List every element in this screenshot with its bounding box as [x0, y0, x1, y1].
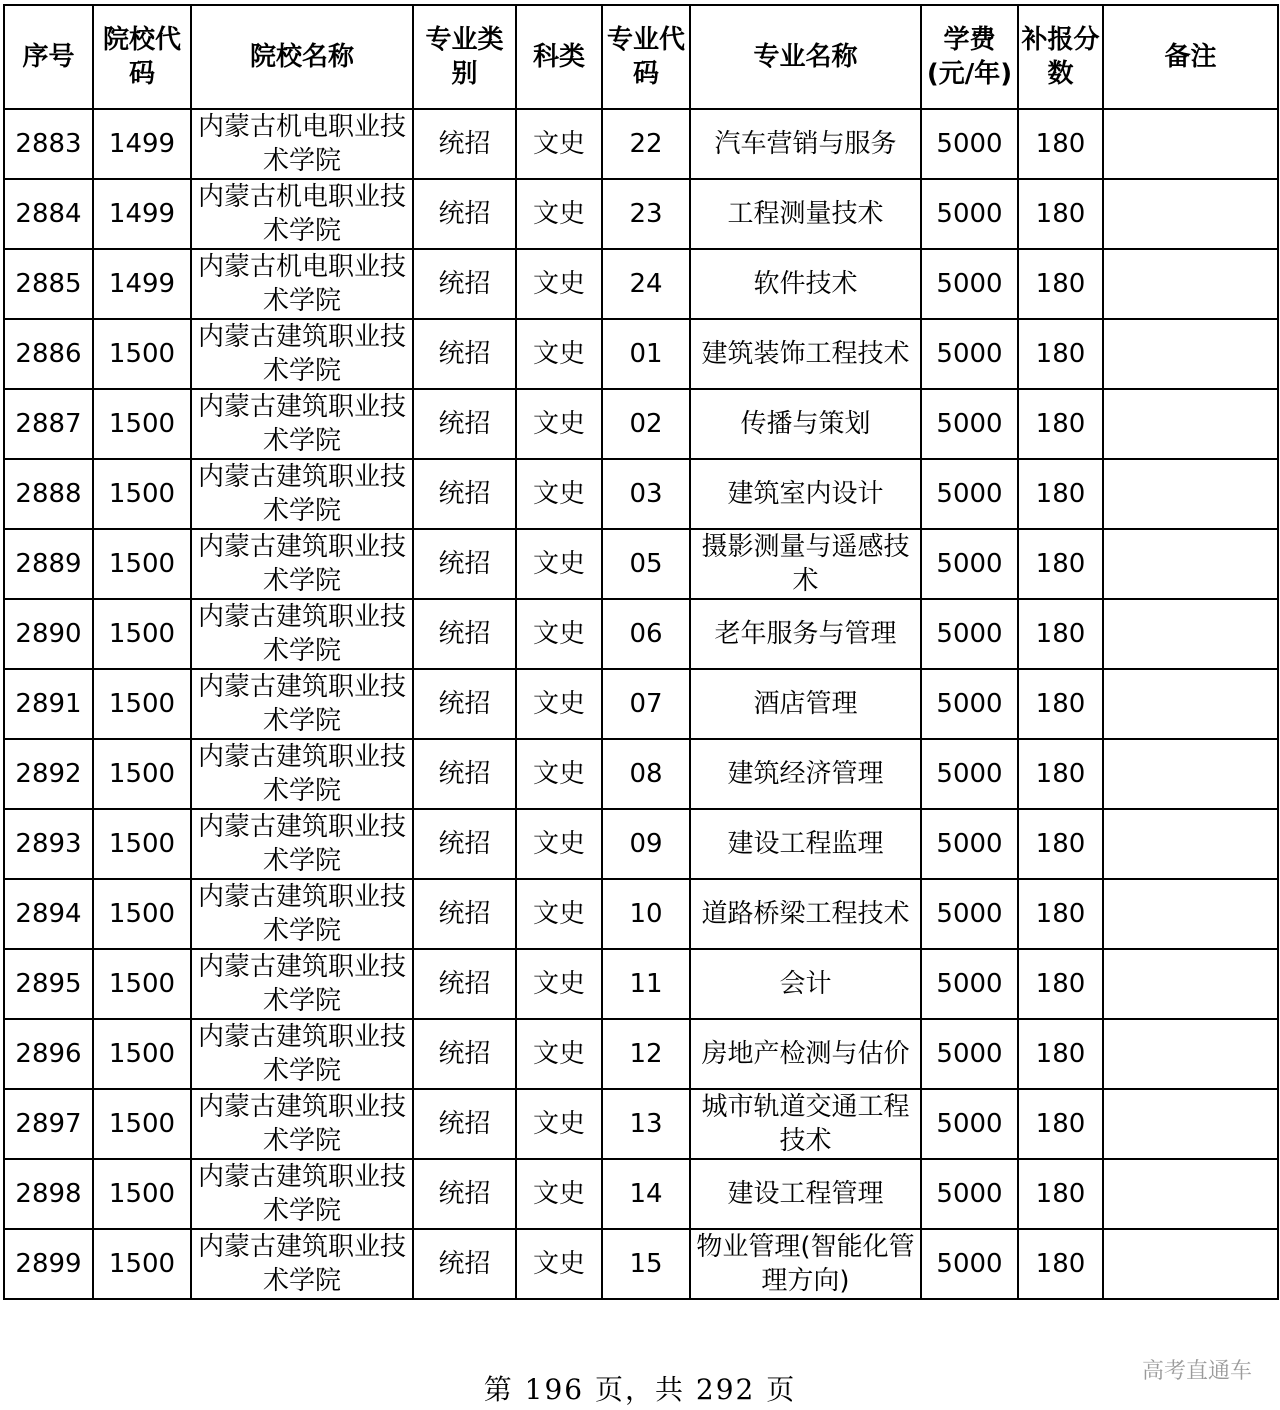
cell-fee: 5000: [921, 459, 1018, 529]
cell-major-type: 统招: [413, 179, 516, 249]
cell-major-type: 统招: [413, 109, 516, 179]
cell-school-name: 内蒙古建筑职业技术学院: [191, 319, 413, 389]
cell-note: [1103, 179, 1278, 249]
cell-major-type: 统招: [413, 669, 516, 739]
cell-note: [1103, 389, 1278, 459]
cell-major-name: 老年服务与管理: [690, 599, 921, 669]
cell-subject: 文史: [516, 1019, 602, 1089]
cell-school-name: 内蒙古建筑职业技术学院: [191, 1019, 413, 1089]
cell-major-name: 软件技术: [690, 249, 921, 319]
cell-major-type: 统招: [413, 809, 516, 879]
table-row: [4, 669, 1278, 739]
cell-major-code: 24: [602, 249, 690, 319]
cell-school-code: 1500: [93, 459, 191, 529]
cell-seq: 2892: [4, 739, 93, 809]
cell-major-name: 建设工程管理: [690, 1159, 921, 1229]
cell-major-name: 酒店管理: [690, 669, 921, 739]
cell-seq: 2894: [4, 879, 93, 949]
cell-school-name: 内蒙古建筑职业技术学院: [191, 1089, 413, 1159]
cell-major-name: 道路桥梁工程技术: [690, 879, 921, 949]
table-row: [4, 1159, 1278, 1229]
cell-major-type: 统招: [413, 389, 516, 459]
cell-score: 180: [1018, 319, 1103, 389]
cell-school-code: 1500: [93, 1089, 191, 1159]
cell-school-name: 内蒙古机电职业技术学院: [191, 249, 413, 319]
cell-note: [1103, 459, 1278, 529]
cell-major-name: 建设工程监理: [690, 809, 921, 879]
table-row: [4, 1019, 1278, 1089]
cell-major-code: 07: [602, 669, 690, 739]
cell-fee: 5000: [921, 1089, 1018, 1159]
cell-major-name: 建筑室内设计: [690, 459, 921, 529]
cell-major-code: 08: [602, 739, 690, 809]
cell-school-code: 1499: [93, 179, 191, 249]
table-row: [4, 389, 1278, 459]
cell-fee: 5000: [921, 809, 1018, 879]
cell-score: 180: [1018, 179, 1103, 249]
cell-major-type: 统招: [413, 1159, 516, 1229]
cell-seq: 2885: [4, 249, 93, 319]
watermark-text: 高考直通车: [1141, 1359, 1252, 1384]
cell-seq: 2896: [4, 1019, 93, 1089]
cell-major-code: 23: [602, 179, 690, 249]
cell-school-name: 内蒙古建筑职业技术学院: [191, 1159, 413, 1229]
cell-school-code: 1499: [93, 109, 191, 179]
cell-school-name: 内蒙古建筑职业技术学院: [191, 809, 413, 879]
cell-seq: 2886: [4, 319, 93, 389]
cell-note: [1103, 529, 1278, 599]
cell-fee: 5000: [921, 739, 1018, 809]
cell-major-type: 统招: [413, 1089, 516, 1159]
cell-seq: 2893: [4, 809, 93, 879]
cell-school-name: 内蒙古建筑职业技术学院: [191, 459, 413, 529]
cell-score: 180: [1018, 109, 1103, 179]
cell-major-type: 统招: [413, 459, 516, 529]
cell-school-code: 1500: [93, 1229, 191, 1299]
cell-school-code: 1500: [93, 529, 191, 599]
cell-subject: 文史: [516, 669, 602, 739]
cell-school-code: 1500: [93, 319, 191, 389]
cell-school-name: 内蒙古建筑职业技术学院: [191, 599, 413, 669]
cell-major-name: 房地产检测与估价: [690, 1019, 921, 1089]
cell-seq: 2899: [4, 1229, 93, 1299]
cell-subject: 文史: [516, 879, 602, 949]
cell-school-code: 1500: [93, 669, 191, 739]
cell-major-name: 汽车营销与服务: [690, 109, 921, 179]
cell-score: 180: [1018, 389, 1103, 459]
cell-major-name: 建筑装饰工程技术: [690, 319, 921, 389]
cell-major-type: 统招: [413, 879, 516, 949]
cell-major-name: 摄影测量与遥感技术: [690, 529, 921, 599]
cell-major-type: 统招: [413, 1229, 516, 1299]
cell-note: [1103, 739, 1278, 809]
cell-major-type: 统招: [413, 599, 516, 669]
header-major-type: 专业类别: [413, 5, 516, 109]
cell-major-name: 物业管理(智能化管理方向): [690, 1229, 921, 1299]
table-row: [4, 599, 1278, 669]
cell-note: [1103, 319, 1278, 389]
cell-major-code: 22: [602, 109, 690, 179]
cell-subject: 文史: [516, 809, 602, 879]
cell-note: [1103, 1019, 1278, 1089]
cell-major-code: 06: [602, 599, 690, 669]
cell-note: [1103, 809, 1278, 879]
cell-note: [1103, 109, 1278, 179]
cell-school-code: 1500: [93, 949, 191, 1019]
table-row: [4, 109, 1278, 179]
cell-school-code: 1500: [93, 389, 191, 459]
cell-major-type: 统招: [413, 249, 516, 319]
cell-major-type: 统招: [413, 529, 516, 599]
cell-major-code: 14: [602, 1159, 690, 1229]
cell-major-code: 13: [602, 1089, 690, 1159]
cell-seq: 2898: [4, 1159, 93, 1229]
cell-seq: 2889: [4, 529, 93, 599]
cell-score: 180: [1018, 529, 1103, 599]
cell-note: [1103, 1229, 1278, 1299]
cell-major-name: 会计: [690, 949, 921, 1019]
cell-score: 180: [1018, 809, 1103, 879]
cell-major-code: 02: [602, 389, 690, 459]
cell-note: [1103, 949, 1278, 1019]
cell-fee: 5000: [921, 599, 1018, 669]
header-school-code: 院校代码: [93, 5, 191, 109]
cell-school-code: 1500: [93, 1019, 191, 1089]
cell-school-code: 1499: [93, 249, 191, 319]
cell-score: 180: [1018, 1229, 1103, 1299]
cell-seq: 2883: [4, 109, 93, 179]
header-school-name: 院校名称: [191, 5, 413, 109]
cell-note: [1103, 669, 1278, 739]
cell-school-code: 1500: [93, 1159, 191, 1229]
cell-major-code: 05: [602, 529, 690, 599]
cell-note: [1103, 1159, 1278, 1229]
table-row: [4, 739, 1278, 809]
cell-score: 180: [1018, 249, 1103, 319]
table-row: [4, 179, 1278, 249]
table-body: [4, 109, 1278, 1299]
cell-fee: 5000: [921, 879, 1018, 949]
cell-fee: 5000: [921, 319, 1018, 389]
cell-school-name: 内蒙古建筑职业技术学院: [191, 879, 413, 949]
cell-school-name: 内蒙古建筑职业技术学院: [191, 949, 413, 1019]
cell-subject: 文史: [516, 319, 602, 389]
cell-fee: 5000: [921, 1159, 1018, 1229]
cell-fee: 5000: [921, 949, 1018, 1019]
cell-fee: 5000: [921, 669, 1018, 739]
cell-major-code: 11: [602, 949, 690, 1019]
header-seq: 序号: [4, 5, 93, 109]
cell-subject: 文史: [516, 179, 602, 249]
cell-major-code: 09: [602, 809, 690, 879]
cell-subject: 文史: [516, 109, 602, 179]
header-note: 备注: [1103, 5, 1278, 109]
table-row: [4, 809, 1278, 879]
cell-major-name: 工程测量技术: [690, 179, 921, 249]
cell-school-code: 1500: [93, 879, 191, 949]
cell-school-name: 内蒙古机电职业技术学院: [191, 179, 413, 249]
table-row: [4, 319, 1278, 389]
header-subject: 科类: [516, 5, 602, 109]
cell-fee: 5000: [921, 1229, 1018, 1299]
header-fee: 学费(元/年): [921, 5, 1018, 109]
cell-subject: 文史: [516, 1089, 602, 1159]
header-score: 补报分数: [1018, 5, 1103, 109]
cell-fee: 5000: [921, 109, 1018, 179]
admissions-table: [3, 4, 1279, 1300]
cell-seq: 2891: [4, 669, 93, 739]
cell-seq: 2890: [4, 599, 93, 669]
cell-seq: 2887: [4, 389, 93, 459]
cell-school-code: 1500: [93, 739, 191, 809]
cell-fee: 5000: [921, 249, 1018, 319]
cell-score: 180: [1018, 1089, 1103, 1159]
cell-major-name: 建筑经济管理: [690, 739, 921, 809]
cell-subject: 文史: [516, 459, 602, 529]
table-row: [4, 529, 1278, 599]
cell-score: 180: [1018, 739, 1103, 809]
cell-major-code: 15: [602, 1229, 690, 1299]
cell-major-type: 统招: [413, 739, 516, 809]
cell-score: 180: [1018, 879, 1103, 949]
cell-major-name: 传播与策划: [690, 389, 921, 459]
cell-school-code: 1500: [93, 809, 191, 879]
cell-subject: 文史: [516, 1159, 602, 1229]
cell-major-code: 12: [602, 1019, 690, 1089]
cell-fee: 5000: [921, 389, 1018, 459]
cell-score: 180: [1018, 949, 1103, 1019]
cell-major-name: 城市轨道交通工程技术: [690, 1089, 921, 1159]
cell-school-name: 内蒙古建筑职业技术学院: [191, 389, 413, 459]
cell-school-name: 内蒙古建筑职业技术学院: [191, 739, 413, 809]
cell-score: 180: [1018, 459, 1103, 529]
cell-note: [1103, 1089, 1278, 1159]
cell-seq: 2897: [4, 1089, 93, 1159]
cell-major-code: 01: [602, 319, 690, 389]
cell-subject: 文史: [516, 739, 602, 809]
cell-school-name: 内蒙古建筑职业技术学院: [191, 669, 413, 739]
cell-major-type: 统招: [413, 1019, 516, 1089]
cell-subject: 文史: [516, 949, 602, 1019]
cell-school-name: 内蒙古机电职业技术学院: [191, 109, 413, 179]
cell-score: 180: [1018, 1159, 1103, 1229]
cell-major-type: 统招: [413, 319, 516, 389]
table-row: [4, 249, 1278, 319]
cell-subject: 文史: [516, 529, 602, 599]
cell-fee: 5000: [921, 179, 1018, 249]
cell-subject: 文史: [516, 1229, 602, 1299]
cell-subject: 文史: [516, 249, 602, 319]
cell-seq: 2888: [4, 459, 93, 529]
cell-note: [1103, 599, 1278, 669]
cell-note: [1103, 879, 1278, 949]
cell-fee: 5000: [921, 529, 1018, 599]
table-row: [4, 1089, 1278, 1159]
cell-major-type: 统招: [413, 949, 516, 1019]
table-row: [4, 949, 1278, 1019]
table-row: [4, 879, 1278, 949]
cell-subject: 文史: [516, 599, 602, 669]
cell-score: 180: [1018, 599, 1103, 669]
cell-school-name: 内蒙古建筑职业技术学院: [191, 529, 413, 599]
cell-seq: 2895: [4, 949, 93, 1019]
cell-score: 180: [1018, 669, 1103, 739]
cell-seq: 2884: [4, 179, 93, 249]
table-row: [4, 1229, 1278, 1299]
cell-score: 180: [1018, 1019, 1103, 1089]
cell-school-name: 内蒙古建筑职业技术学院: [191, 1229, 413, 1299]
cell-subject: 文史: [516, 389, 602, 459]
page-number: 第 196 页，共 292 页: [483, 1373, 797, 1406]
header-major-name: 专业名称: [690, 5, 921, 109]
cell-note: [1103, 249, 1278, 319]
cell-school-code: 1500: [93, 599, 191, 669]
cell-major-code: 10: [602, 879, 690, 949]
table-row: [4, 459, 1278, 529]
header-major-code: 专业代码: [602, 5, 690, 109]
cell-fee: 5000: [921, 1019, 1018, 1089]
cell-major-code: 03: [602, 459, 690, 529]
header-row: [4, 5, 1278, 109]
